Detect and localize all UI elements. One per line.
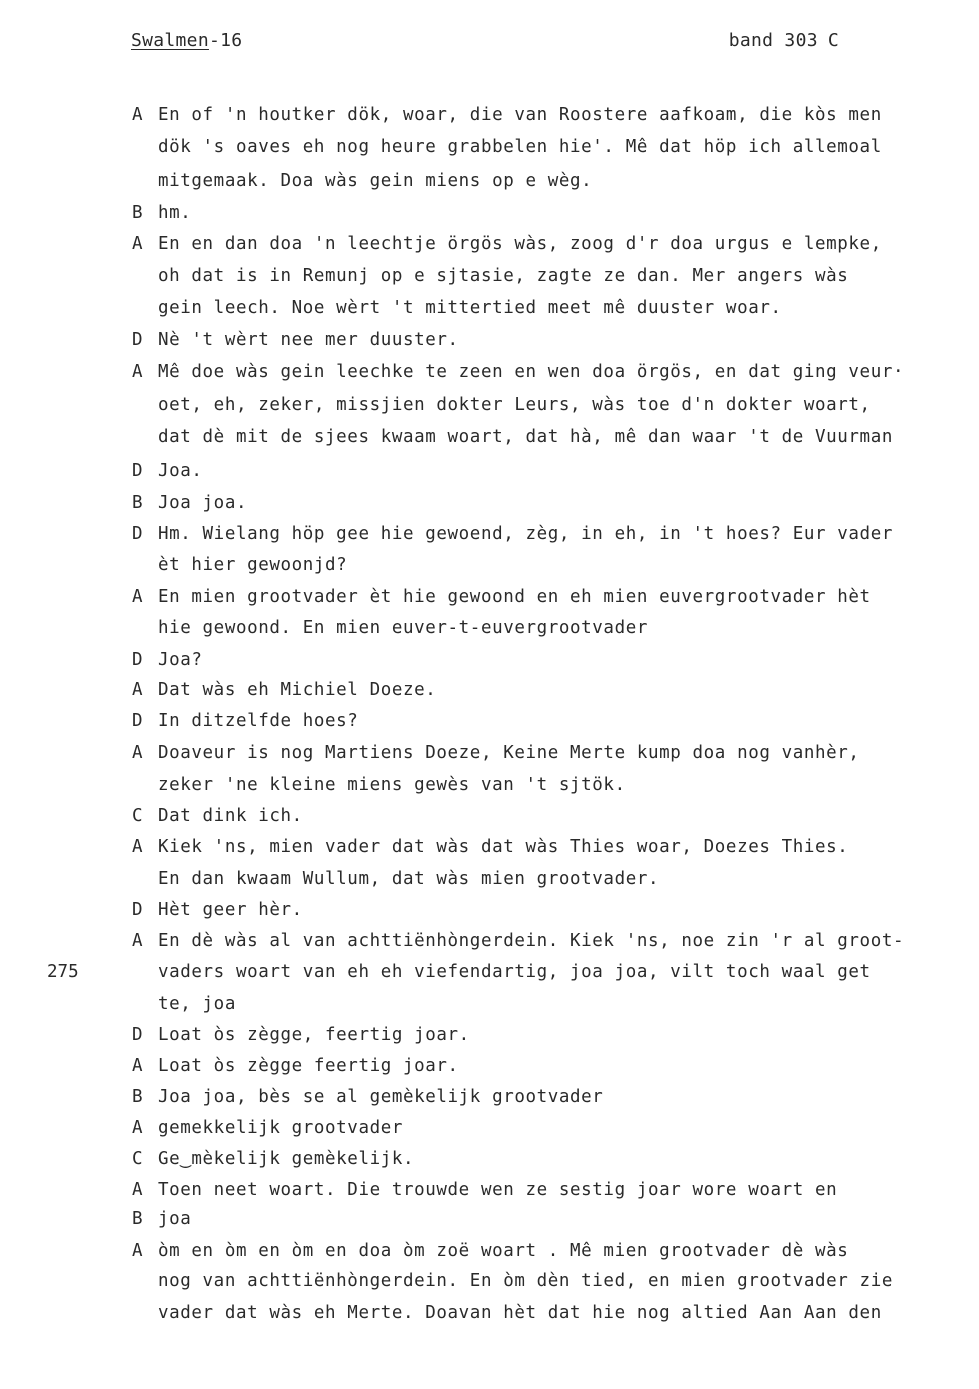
transcript-line: Hm. Wielang höp gee hie gewoend, zèg, in eh, in 't hoes? Eur vader — [158, 524, 893, 544]
transcript-line: gemekkelijk grootvader — [158, 1118, 403, 1138]
speaker-label: B — [132, 1087, 143, 1107]
speaker-label: D — [132, 711, 143, 731]
title-place: Swalmen — [131, 30, 209, 51]
band-number: band 303 — [728, 30, 818, 51]
transcript-line: dat dè mit de sjees kwaam woart, dat hà, mê dan waar 't de Vuurman — [158, 427, 893, 447]
transcript-line: Mê doe wàs gein leechke te zeen en wen doa örgös, en dat ging veur· — [158, 362, 905, 382]
transcript-line: Nè 't wèrt nee mer duuster. — [158, 330, 459, 350]
transcript-line: En dan kwaam Wullum, dat wàs mien grootvader. — [158, 869, 660, 889]
speaker-label: B — [132, 493, 143, 513]
speaker-label: A — [132, 837, 143, 857]
transcript-line: In ditzelfde hoes? — [158, 711, 359, 731]
speaker-label: A — [132, 234, 143, 254]
transcript-line: òm en òm en òm en doa òm zoë woart . Mê mien grootvader dè wàs — [158, 1241, 849, 1261]
transcript-line: hie gewoond. En mien euver-t-euvergrootvader — [158, 618, 648, 638]
band-mark: C — [827, 30, 839, 51]
speaker-label: D — [132, 900, 143, 920]
transcript-line: En of 'n houtker dök, woar, die van Roostere aafkoam, die kòs men — [158, 105, 882, 125]
speaker-label: A — [132, 680, 143, 700]
transcript-line: En mien grootvader èt hie gewoond en eh mien euvergrootvader hèt — [158, 587, 871, 607]
speaker-label: A — [132, 1056, 143, 1076]
transcript-line: te, joa — [158, 994, 236, 1014]
transcript-line: Dat dink ich. — [158, 806, 303, 826]
speaker-label: D — [132, 1025, 143, 1045]
transcript-line: Toen neet woart. Die trouwde wen ze sestig joar wore woart en — [158, 1180, 838, 1200]
speaker-label: A — [132, 1241, 143, 1261]
speaker-label: B — [132, 203, 143, 223]
transcript-line: Joa? — [158, 650, 203, 670]
speaker-label: C — [132, 806, 143, 826]
transcript-line: mitgemaak. Doa wàs gein miens op e wèg. — [158, 171, 593, 191]
speaker-label: D — [132, 524, 143, 544]
transcript-line: vader dat wàs eh Merte. Doavan hèt dat hie nog altied Aan Aan den — [158, 1303, 882, 1323]
transcript-line: Kiek 'ns, mien vader dat wàs dat wàs Thies woar, Doezes Thies. — [158, 837, 849, 857]
speaker-label: A — [132, 931, 143, 951]
speaker-label: A — [132, 362, 143, 382]
band-label — [729, 30, 839, 51]
transcript-line: hm. — [158, 203, 192, 223]
speaker-label: B — [132, 1209, 143, 1229]
speaker-label: D — [132, 330, 143, 350]
transcript-line: èt hier gewoonjd? — [158, 555, 348, 575]
speaker-label: A — [132, 105, 143, 125]
transcript-line: Dat wàs eh Michiel Doeze. — [158, 680, 437, 700]
speaker-label: D — [132, 650, 143, 670]
transcript-line: Joa joa. — [158, 493, 248, 513]
transcript-line: oet, eh, zeker, missjien dokter Leurs, wàs toe d'n dokter woart, — [158, 395, 871, 415]
speaker-label: D — [132, 461, 143, 481]
speaker-label: C — [132, 1149, 143, 1169]
transcript-line: Doaveur is nog Martiens Doeze, Keine Merte kump doa nog vanhèr, — [158, 743, 860, 763]
transcript-line: Loat òs zègge feertig joar. — [158, 1056, 459, 1076]
transcript-line: zeker 'ne kleine miens gewès van 't sjtök. — [158, 775, 626, 795]
margin-line-number: 275 — [47, 962, 79, 982]
transcript-line: Joa joa, bès se al gemèkelijk grootvader — [158, 1087, 604, 1107]
transcript-line: joa — [158, 1209, 192, 1229]
transcript-line: oh dat is in Remunj op e sjtasie, zagte ze dan. Mer angers wàs — [158, 266, 849, 286]
transcript-line: gein leech. Noe wèrt 't mittertied meet mê duuster woar. — [158, 298, 782, 318]
transcript-line: dök 's oaves eh nog heure grabbelen hie'. Mê dat höp ich allemoal — [158, 137, 882, 157]
transcript-line: Ge‿mèkelijk gemèkelijk. — [158, 1149, 415, 1169]
transcript-line: nog van achttiënhòngerdein. En òm dèn tied, en mien grootvader zie — [158, 1271, 893, 1291]
speaker-label: A — [132, 587, 143, 607]
speaker-label: A — [132, 743, 143, 763]
transcript-line: Hèt geer hèr. — [158, 900, 303, 920]
speaker-label: A — [132, 1180, 143, 1200]
transcript-line: En en dan doa 'n leechtje örgös wàs, zoog d'r doa urgus e lempke, — [158, 234, 882, 254]
page-title — [131, 30, 242, 51]
transcript-line: Joa. — [158, 461, 203, 481]
transcript-line: En dè wàs al van achttiënhòngerdein. Kiek 'ns, noe zin 'r al groot- — [158, 931, 905, 951]
transcript-line: Loat òs zègge, feertig joar. — [158, 1025, 470, 1045]
title-number: -16 — [208, 30, 243, 51]
speaker-label: A — [132, 1118, 143, 1138]
transcript-line: vaders woart van eh eh viefendartig, joa joa, vilt toch waal get — [158, 962, 871, 982]
